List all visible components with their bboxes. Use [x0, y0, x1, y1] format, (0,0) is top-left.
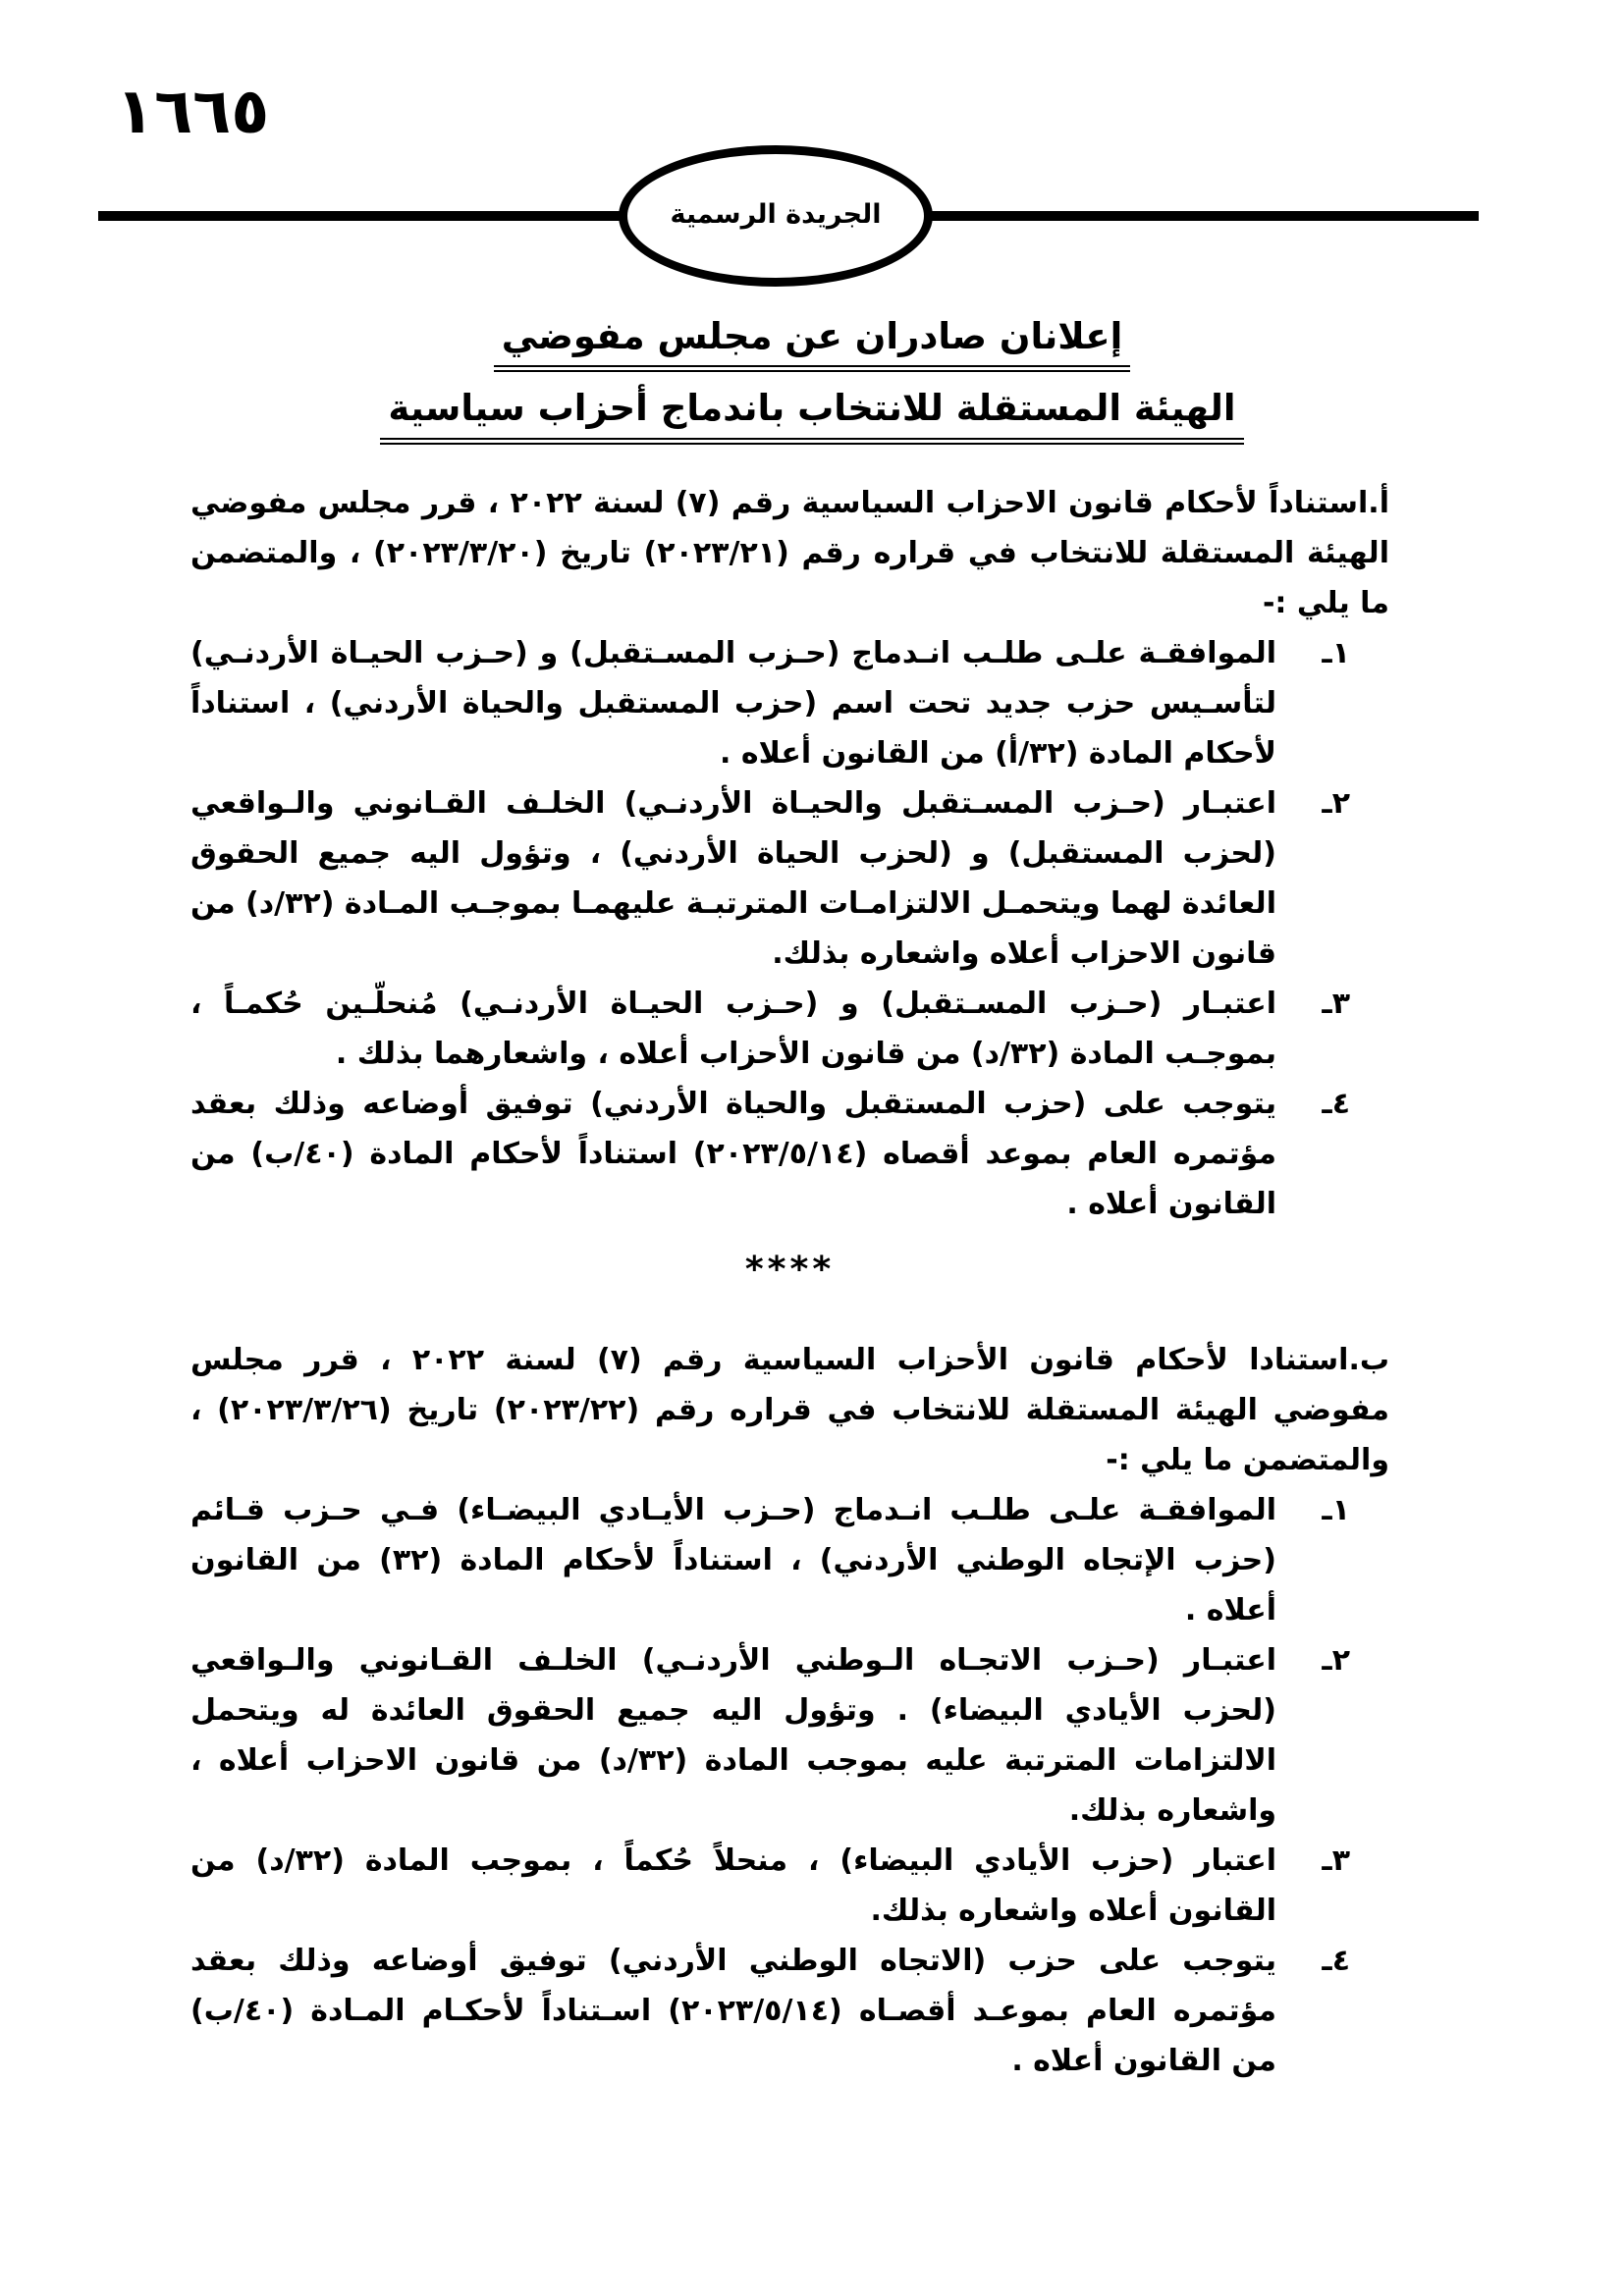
section-b-intro [190, 1335, 1389, 1485]
announcement-title-line1-text: إعلانان صادران عن مجلس مفوضي [494, 314, 1131, 372]
item-text: يتوجب على (حزب المستقبل والحياة الأردني) توفيق أوضاعه وذلك بعقد مؤتمره العام بموعد أقصاه (٢٠٢٣/٥/١٤) استناداً لأحكام المادة (٤٠/ب) من القانون أعلاه . [190, 1087, 1277, 1221]
item-number: ٤ـ [1322, 1087, 1350, 1121]
section-a-letter: أ. [1368, 486, 1389, 520]
item-number: ٤ـ [1322, 1944, 1350, 1978]
item-text: اعتبـار (حـزب المسـتقبل والحيـاة الأردنـي) الخلـف القـانوني والـواقعي (لحزب المستقبل) و (لحزب الحياة الأردني) ، وتؤول اليه جميع الحقوق العائدة لهما ويتحمـل الالتزامـات المترتبـة عليهمـا بموجـب المـادة (٣٢/د) من قانون الاحزاب أعلاه واشعاره بذلك. [190, 786, 1276, 971]
item-text: اعتبـار (حـزب الاتجـاه الـوطني الأردنـي) الخلـف القـانوني والـواقعي (لحزب الأيادي البيضاء) . وتؤول اليه جميع الحقوق العائدة له ويتحمل الالتزامات المترتبة عليه بموجب المادة (٣٢/د) من قانون الاحزاب أعلاه ، واشعاره بذلك. [190, 1643, 1276, 1828]
document-body [190, 478, 1389, 2086]
item-text: الموافقـة علـى طلـب انـدماج (حـزب الأيـادي البيضـاء) فـي حـزب قـائم (حزب الإتجاه الوطني الأردني) ، استناداً لأحكام المادة (٣٢) من القانون أعلاه . [190, 1493, 1276, 1628]
item-number: ١ـ [1322, 636, 1350, 670]
gazette-oval-seal [619, 145, 933, 287]
item-number: ٣ـ [1322, 987, 1350, 1021]
list-item [190, 628, 1389, 778]
item-text: اعتبـار (حـزب المسـتقبل) و (حـزب الحيـاة الأردنـي) مُنحلّـين حُكمـاً ، بموجـب المادة (٣٢/د) من قانون الأحزاب أعلاه ، واشعارهما بذلك . [190, 987, 1276, 1071]
announcement-title-line1 [0, 314, 1624, 372]
section-a [190, 478, 1389, 1229]
list-item [190, 1836, 1389, 1936]
item-text: يتوجب على حزب (الاتجاه الوطني الأردني) توفيق أوضاعه وذلك بعقد مؤتمره العام بموعـد أقصـاه (٢٠٢٣/٥/١٤) اسـتناداً لأحكـام المـادة (٤٠/ب) من القانون أعلاه . [190, 1944, 1276, 2078]
list-item [190, 1635, 1389, 1836]
section-a-intro [190, 478, 1389, 628]
page-number: ١٦٦٥ [116, 76, 270, 148]
item-number: ٢ـ [1322, 1643, 1350, 1678]
item-number: ١ـ [1322, 1493, 1350, 1527]
announcement-title [0, 314, 1624, 458]
item-text: اعتبار (حزب الأيادي البيضاء) ، منحلاً حُكماً ، بموجب المادة (٣٢/د) من القانون أعلاه واشعاره بذلك. [190, 1843, 1276, 1928]
list-item [190, 1936, 1389, 2086]
section-b-letter: ب. [1348, 1343, 1389, 1377]
list-item [190, 979, 1389, 1079]
announcement-title-line2 [0, 386, 1624, 444]
item-number: ٣ـ [1322, 1843, 1350, 1878]
announcement-title-line2-text: الهيئة المستقلة للانتخاب باندماج أحزاب سياسية [380, 386, 1243, 444]
section-b-intro-text: استنادا لأحكام قانون الأحزاب السياسية رقم (٧) لسنة ٢٠٢٢ ، قرر مجلس مفوضي الهيئة المستقلة للانتخاب في قراره رقم (٢٠٢٣/٢٢) تاريخ (٢٠٢٣/٣/٢٦) ، والمتضمن ما يلي :- [190, 1343, 1389, 1477]
list-item [190, 1079, 1389, 1229]
section-b [190, 1335, 1389, 2086]
gazette-name: الجريدة الرسمية [670, 198, 882, 230]
stars-separator: **** [744, 1250, 836, 1290]
section-a-intro-text: استناداً لأحكام قانون الاحزاب السياسية رقم (٧) لسنة ٢٠٢٢ ، قرر مجلس مفوضي الهيئة المستقلة للانتخاب في قراره رقم (٢٠٢٣/٢١) تاريخ (٢٠٢٣/٣/٢٠) ، والمتضمن ما يلي :- [190, 486, 1389, 620]
item-text: الموافقـة علـى طلـب انـدماج (حـزب المسـتقبل) و (حـزب الحيـاة الأردنـي) لتأسـيس حزب جديد تحت اسم (حزب المستقبل والحياة الأردني) ، استناداً لأحكام المادة (٣٢/أ) من القانون أعلاه . [190, 636, 1276, 771]
item-number: ٢ـ [1322, 786, 1350, 821]
list-item [190, 1485, 1389, 1635]
list-item [190, 778, 1389, 979]
